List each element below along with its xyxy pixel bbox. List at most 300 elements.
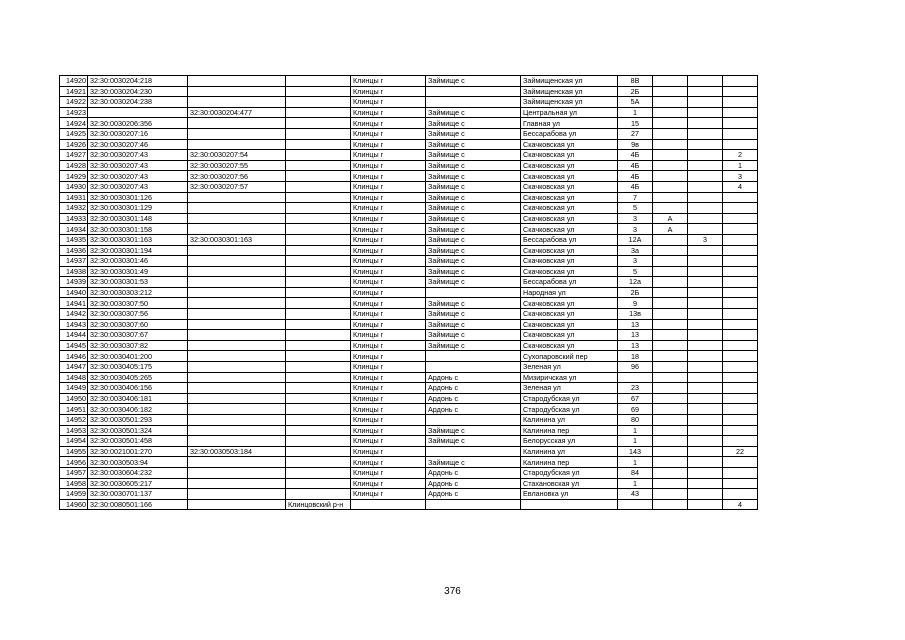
row-number-cell: 14922 (60, 97, 88, 108)
house-number-cell: 1 (618, 457, 653, 468)
street-cell: Народная ул (521, 287, 618, 298)
settlement-cell (426, 351, 521, 362)
street-cell: Скачковская ул (521, 171, 618, 182)
building-cell (688, 499, 723, 510)
table-body (60, 76, 758, 510)
cadastral-number-cell: 32:30:0030406:182 (88, 404, 188, 415)
house-number-cell: 4Б (618, 181, 653, 192)
building-cell (688, 277, 723, 288)
district-cell (286, 309, 351, 320)
district-cell (286, 192, 351, 203)
apartment-cell (723, 277, 758, 288)
settlement-cell: Займище с (426, 245, 521, 256)
house-number-cell: 96 (618, 362, 653, 373)
city-cell: Клинцы г (351, 489, 426, 500)
street-cell: Стародубская ул (521, 404, 618, 415)
building-cadastral-cell (188, 118, 286, 129)
district-cell (286, 234, 351, 245)
cadastral-number-cell: 32:30:0030307:67 (88, 330, 188, 341)
table-row (60, 351, 758, 362)
table-row (60, 203, 758, 214)
row-number-cell: 14953 (60, 425, 88, 436)
cadastral-number-cell: 32:30:0030206:356 (88, 118, 188, 129)
street-cell: Зеленая ул (521, 362, 618, 373)
house-number-cell: 23 (618, 383, 653, 394)
apartment-cell (723, 139, 758, 150)
street-cell: Займищенская ул (521, 76, 618, 87)
table-row (60, 309, 758, 320)
district-cell (286, 415, 351, 426)
house-number-cell: 3 (618, 256, 653, 267)
cadastral-number-cell: 32:30:0030207:46 (88, 139, 188, 150)
building-cell (688, 393, 723, 404)
building-cadastral-cell (188, 287, 286, 298)
table-row (60, 457, 758, 468)
settlement-cell: Ардонь с (426, 372, 521, 383)
settlement-cell: Займище с (426, 436, 521, 447)
house-number-cell: 5 (618, 266, 653, 277)
row-number-cell: 14933 (60, 213, 88, 224)
building-cell (688, 171, 723, 182)
cadastral-number-cell: 32:30:0030301:126 (88, 192, 188, 203)
apartment-cell (723, 287, 758, 298)
row-number-cell: 14943 (60, 319, 88, 330)
building-cell (688, 415, 723, 426)
settlement-cell: Займище с (426, 298, 521, 309)
building-cell (688, 351, 723, 362)
street-cell: Центральная ул (521, 107, 618, 118)
building-cell (688, 266, 723, 277)
letter-cell (653, 118, 688, 129)
city-cell: Клинцы г (351, 415, 426, 426)
building-cadastral-cell (188, 213, 286, 224)
street-cell: Скачковская ул (521, 266, 618, 277)
row-number-cell: 14960 (60, 499, 88, 510)
street-cell: Займищенская ул (521, 86, 618, 97)
house-number-cell: 1 (618, 478, 653, 489)
building-cell (688, 224, 723, 235)
street-cell: Мизиричская ул (521, 372, 618, 383)
page-number: 376 (444, 586, 461, 597)
street-cell: Займищенская ул (521, 97, 618, 108)
table-row (60, 192, 758, 203)
building-cell (688, 256, 723, 267)
letter-cell (653, 245, 688, 256)
apartment-cell: 2 (723, 150, 758, 161)
house-number-cell: 12а (618, 277, 653, 288)
letter-cell (653, 234, 688, 245)
settlement-cell: Ардонь с (426, 467, 521, 478)
apartment-cell (723, 213, 758, 224)
letter-cell (653, 340, 688, 351)
district-cell (286, 277, 351, 288)
district-cell (286, 467, 351, 478)
cadastral-number-cell: 32:30:0030301:194 (88, 245, 188, 256)
district-cell (286, 372, 351, 383)
row-number-cell: 14956 (60, 457, 88, 468)
table-row (60, 171, 758, 182)
row-number-cell: 14934 (60, 224, 88, 235)
building-cell (688, 340, 723, 351)
house-number-cell: 18 (618, 351, 653, 362)
building-cell (688, 489, 723, 500)
building-cadastral-cell (188, 203, 286, 214)
building-cadastral-cell (188, 128, 286, 139)
row-number-cell: 14959 (60, 489, 88, 500)
settlement-cell: Займище с (426, 309, 521, 320)
building-cadastral-cell (188, 393, 286, 404)
city-cell: Клинцы г (351, 171, 426, 182)
letter-cell (653, 467, 688, 478)
city-cell: Клинцы г (351, 372, 426, 383)
city-cell: Клинцы г (351, 340, 426, 351)
house-number-cell: 1 (618, 425, 653, 436)
house-number-cell: 3 (618, 213, 653, 224)
building-cadastral-cell (188, 415, 286, 426)
apartment-cell (723, 489, 758, 500)
city-cell: Клинцы г (351, 298, 426, 309)
building-cell (688, 76, 723, 87)
city-cell: Клинцы г (351, 309, 426, 320)
building-cadastral-cell (188, 425, 286, 436)
building-cadastral-cell: 32:30:0030207:57 (188, 181, 286, 192)
building-cell (688, 86, 723, 97)
building-cell (688, 245, 723, 256)
city-cell: Клинцы г (351, 203, 426, 214)
apartment-cell (723, 203, 758, 214)
district-cell (286, 86, 351, 97)
settlement-cell (426, 287, 521, 298)
letter-cell (653, 446, 688, 457)
house-number-cell: 7 (618, 192, 653, 203)
cadastral-number-cell: 32:30:0030307:56 (88, 309, 188, 320)
settlement-cell: Займище с (426, 128, 521, 139)
cadastral-number-cell: 32:30:0030307:50 (88, 298, 188, 309)
district-cell (286, 76, 351, 87)
street-cell: Скачковская ул (521, 224, 618, 235)
row-number-cell: 14926 (60, 139, 88, 150)
house-number-cell: 13 (618, 319, 653, 330)
letter-cell (653, 499, 688, 510)
city-cell: Клинцы г (351, 213, 426, 224)
settlement-cell: Займище с (426, 203, 521, 214)
district-cell (286, 404, 351, 415)
city-cell: Клинцы г (351, 97, 426, 108)
city-cell: Клинцы г (351, 351, 426, 362)
cadastral-number-cell: 32:30:0030503:94 (88, 457, 188, 468)
settlement-cell: Займище с (426, 139, 521, 150)
cadastral-number-cell: 32:30:0030501:458 (88, 436, 188, 447)
building-cell (688, 330, 723, 341)
table-row (60, 415, 758, 426)
settlement-cell (426, 499, 521, 510)
apartment-cell (723, 351, 758, 362)
apartment-cell (723, 415, 758, 426)
settlement-cell: Займище с (426, 425, 521, 436)
street-cell: Скачковская ул (521, 340, 618, 351)
row-number-cell: 14935 (60, 234, 88, 245)
letter-cell (653, 128, 688, 139)
street-cell: Сухопаровский пер (521, 351, 618, 362)
table-row (60, 107, 758, 118)
street-cell: Скачковская ул (521, 213, 618, 224)
letter-cell (653, 425, 688, 436)
table-row (60, 436, 758, 447)
cadastral-number-cell: 32:30:0030406:181 (88, 393, 188, 404)
building-cadastral-cell (188, 319, 286, 330)
apartment-cell: 1 (723, 160, 758, 171)
apartment-cell (723, 256, 758, 267)
settlement-cell: Займище с (426, 457, 521, 468)
city-cell: Клинцы г (351, 404, 426, 415)
building-cadastral-cell (188, 277, 286, 288)
letter-cell (653, 330, 688, 341)
cadastral-number-cell: 32:30:0030204:238 (88, 97, 188, 108)
house-number-cell: 15 (618, 118, 653, 129)
house-number-cell: 5А (618, 97, 653, 108)
street-cell: Калинина пер (521, 425, 618, 436)
table-row (60, 330, 758, 341)
house-number-cell (618, 372, 653, 383)
apartment-cell (723, 436, 758, 447)
cadastral-number-cell: 32:30:0030405:175 (88, 362, 188, 373)
apartment-cell (723, 362, 758, 373)
apartment-cell (723, 457, 758, 468)
table-row (60, 404, 758, 415)
building-cadastral-cell (188, 86, 286, 97)
cadastral-number-cell: 32:30:0030406:156 (88, 383, 188, 394)
building-cadastral-cell (188, 97, 286, 108)
street-cell: Зеленая ул (521, 383, 618, 394)
city-cell: Клинцы г (351, 393, 426, 404)
letter-cell (653, 256, 688, 267)
city-cell: Клинцы г (351, 383, 426, 394)
district-cell (286, 245, 351, 256)
building-cadastral-cell (188, 298, 286, 309)
table-row (60, 256, 758, 267)
district-cell (286, 97, 351, 108)
district-cell (286, 478, 351, 489)
apartment-cell (723, 340, 758, 351)
building-cadastral-cell (188, 383, 286, 394)
settlement-cell: Займище с (426, 76, 521, 87)
apartment-cell (723, 118, 758, 129)
table-row (60, 393, 758, 404)
district-cell (286, 256, 351, 267)
building-cadastral-cell: 32:30:0030207:54 (188, 150, 286, 161)
row-number-cell: 14932 (60, 203, 88, 214)
street-cell: Скачковская ул (521, 330, 618, 341)
building-cadastral-cell: 32:30:0030503:184 (188, 446, 286, 457)
building-cell (688, 372, 723, 383)
building-cadastral-cell (188, 192, 286, 203)
cadastral-number-cell: 32:30:0030501:324 (88, 425, 188, 436)
apartment-cell (723, 86, 758, 97)
apartment-cell (723, 478, 758, 489)
building-cadastral-cell (188, 467, 286, 478)
row-number-cell: 14957 (60, 467, 88, 478)
settlement-cell: Ардонь с (426, 489, 521, 500)
street-cell: Стародубская ул (521, 467, 618, 478)
cadastral-number-cell: 32:30:0030204:230 (88, 86, 188, 97)
apartment-cell (723, 245, 758, 256)
district-cell (286, 319, 351, 330)
row-number-cell: 14958 (60, 478, 88, 489)
apartment-cell (723, 266, 758, 277)
building-cadastral-cell (188, 309, 286, 320)
city-cell: Клинцы г (351, 319, 426, 330)
cadastral-number-cell: 32:30:0030301:46 (88, 256, 188, 267)
street-cell: Скачковская ул (521, 319, 618, 330)
apartment-cell (723, 383, 758, 394)
street-cell: Бессарабова ул (521, 277, 618, 288)
settlement-cell: Займище с (426, 234, 521, 245)
house-number-cell: 143 (618, 446, 653, 457)
building-cadastral-cell (188, 224, 286, 235)
street-cell: Стахановская ул (521, 478, 618, 489)
settlement-cell: Займище с (426, 192, 521, 203)
city-cell: Клинцы г (351, 425, 426, 436)
street-cell: Скачковская ул (521, 181, 618, 192)
district-cell (286, 224, 351, 235)
city-cell: Клинцы г (351, 287, 426, 298)
city-cell: Клинцы г (351, 118, 426, 129)
building-cadastral-cell (188, 351, 286, 362)
city-cell: Клинцы г (351, 160, 426, 171)
row-number-cell: 14939 (60, 277, 88, 288)
letter-cell (653, 171, 688, 182)
building-cell (688, 213, 723, 224)
table-row (60, 319, 758, 330)
building-cell (688, 118, 723, 129)
cadastral-number-cell: 32:30:0030604:232 (88, 467, 188, 478)
street-cell: Белорусская ул (521, 436, 618, 447)
table-row (60, 362, 758, 373)
street-cell: Евлановка ул (521, 489, 618, 500)
cadastral-number-cell: 32:30:0030303:212 (88, 287, 188, 298)
building-cell: 3 (688, 234, 723, 245)
street-cell: Скачковская ул (521, 150, 618, 161)
apartment-cell (723, 372, 758, 383)
house-number-cell: 13 (618, 340, 653, 351)
building-cell (688, 160, 723, 171)
row-number-cell: 14923 (60, 107, 88, 118)
table-row (60, 245, 758, 256)
cadastral-number-cell: 32:30:0030301:148 (88, 213, 188, 224)
city-cell: Клинцы г (351, 245, 426, 256)
settlement-cell: Займище с (426, 150, 521, 161)
building-cadastral-cell (188, 478, 286, 489)
row-number-cell: 14950 (60, 393, 88, 404)
cadastral-number-cell: 32:30:0030207:43 (88, 171, 188, 182)
house-number-cell: 43 (618, 489, 653, 500)
table-row (60, 86, 758, 97)
building-cadastral-cell (188, 362, 286, 373)
row-number-cell: 14941 (60, 298, 88, 309)
house-number-cell: 2Б (618, 86, 653, 97)
cadastral-number-cell: 32:30:0030301:163 (88, 234, 188, 245)
building-cell (688, 446, 723, 457)
city-cell: Клинцы г (351, 256, 426, 267)
house-number-cell: 1 (618, 107, 653, 118)
city-cell: Клинцы г (351, 181, 426, 192)
settlement-cell: Займище с (426, 330, 521, 341)
district-cell (286, 171, 351, 182)
apartment-cell (723, 467, 758, 478)
letter-cell: А (653, 213, 688, 224)
house-number-cell: 1 (618, 436, 653, 447)
table-row (60, 118, 758, 129)
building-cadastral-cell (188, 372, 286, 383)
table-row (60, 467, 758, 478)
house-number-cell: 4Б (618, 160, 653, 171)
letter-cell (653, 457, 688, 468)
settlement-cell: Займище с (426, 181, 521, 192)
settlement-cell: Займище с (426, 213, 521, 224)
cadastral-number-cell: 32:30:0030207:43 (88, 150, 188, 161)
letter-cell (653, 287, 688, 298)
city-cell: Клинцы г (351, 266, 426, 277)
house-number-cell: 9в (618, 139, 653, 150)
row-number-cell: 14951 (60, 404, 88, 415)
building-cell (688, 309, 723, 320)
table-row (60, 499, 758, 510)
building-cadastral-cell: 32:30:0030207:55 (188, 160, 286, 171)
settlement-cell: Займище с (426, 224, 521, 235)
apartment-cell (723, 309, 758, 320)
registry-table (59, 75, 758, 510)
apartment-cell (723, 234, 758, 245)
district-cell (286, 362, 351, 373)
settlement-cell: Займище с (426, 340, 521, 351)
street-cell: Калинина пер (521, 457, 618, 468)
house-number-cell: 12А (618, 234, 653, 245)
city-cell: Клинцы г (351, 436, 426, 447)
building-cadastral-cell (188, 489, 286, 500)
apartment-cell (723, 224, 758, 235)
settlement-cell: Займище с (426, 160, 521, 171)
settlement-cell: Займище с (426, 171, 521, 182)
letter-cell (653, 404, 688, 415)
house-number-cell: 4Б (618, 171, 653, 182)
district-cell (286, 330, 351, 341)
row-number-cell: 14952 (60, 415, 88, 426)
district-cell (286, 128, 351, 139)
table-row (60, 213, 758, 224)
row-number-cell: 14938 (60, 266, 88, 277)
building-cell (688, 107, 723, 118)
table-row (60, 234, 758, 245)
street-cell: Скачковская ул (521, 245, 618, 256)
row-number-cell: 14940 (60, 287, 88, 298)
row-number-cell: 14930 (60, 181, 88, 192)
row-number-cell: 14945 (60, 340, 88, 351)
table-row (60, 224, 758, 235)
building-cadastral-cell: 32:30:0030207:56 (188, 171, 286, 182)
building-cell (688, 287, 723, 298)
building-cadastral-cell: 32:30:0030301:163 (188, 234, 286, 245)
cadastral-number-cell: 32:30:0030405:265 (88, 372, 188, 383)
house-number-cell: 13в (618, 309, 653, 320)
street-cell: Бессарабова ул (521, 234, 618, 245)
cadastral-number-cell: 32:30:0030204:218 (88, 76, 188, 87)
building-cadastral-cell (188, 76, 286, 87)
row-number-cell: 14954 (60, 436, 88, 447)
letter-cell (653, 393, 688, 404)
district-cell (286, 139, 351, 150)
house-number-cell: 8В (618, 76, 653, 87)
street-cell: Скачковская ул (521, 139, 618, 150)
